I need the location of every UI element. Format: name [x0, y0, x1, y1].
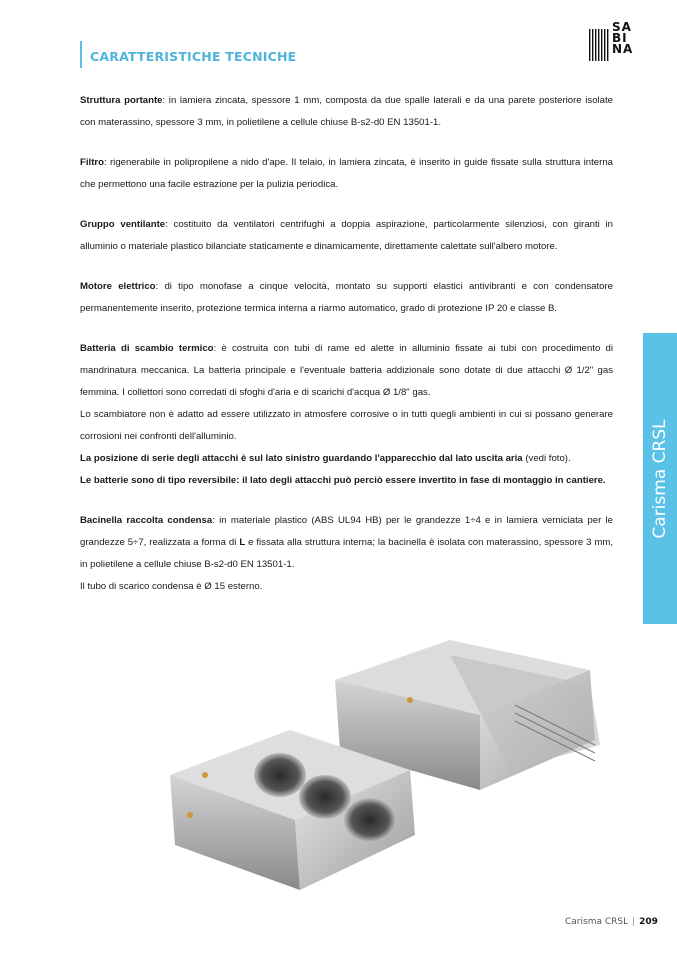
spec-filtro: Filtro: rigenerabile in polipropilene a nido d'ape. Il telaio, in lamiera zincata, è inserito in guide fissate sulla struttura interna che permettono una facile estrazione per la pulizia periodica. — [80, 157, 613, 190]
side-tab — [643, 333, 677, 624]
logo-wordmark: SA BI NA — [612, 20, 634, 56]
page-number: 209 — [639, 917, 658, 927]
section-title: CARATTERISTICHE TECNICHE — [90, 49, 297, 64]
header-accent-bar — [80, 41, 82, 68]
spec-motore: Motore elettrico: di tipo monofase a cinque velocità, montato su supporti elastici antivibranti e con condensatore permanentemente inserito, protezione termica interna a riarmo automatico, grado di protezione IP 20 e classe B. — [80, 281, 613, 314]
spec-bacinella: Bacinella raccolta condensa: in materiale plastico (ABS UL94 HB) per le grandezze 1÷4 e in lamiera verniciata per le grandezze 5÷7, realizzata a forma di L e fissata alla struttura interna; la bacinella è isolata con materassino, spessore 3 mm, in polietilene a cellule chiuse B-s2-d0 EN 13501-1. Il tubo di scarico condensa è Ø 15 esterno. — [80, 515, 613, 592]
spec-struttura: Struttura portante: in lamiera zincata, spessore 1 mm, composta da due spalle laterali e da una parete posteriore isolate con materassino, spessore 3 mm, in polietilene a cellule chiuse B-s2-d0 EN 13501-1. — [80, 95, 613, 128]
side-tab-label: Carisma CRSL — [650, 418, 670, 539]
technical-specs — [80, 90, 613, 616]
page-footer: Carisma CRSL | 209 — [565, 917, 658, 927]
spec-batteria: Batteria di scambio termico: è costruita con tubi di rame ed alette in alluminio fissate ai tubi con procedimento di mandrinatura meccanica. La batteria principale e l'eventuale batteria addizionale sono dotate di due attacchi Ø 1/2" gas femmina. I collettori sono corredati di sfoghi d'aria e di scarichi d'acqua Ø 1/8" gas. Lo scambiatore non è adatto ad essere utilizzato in atmosfere corrosive o in tutti quegli ambienti in cui si possano generare corrosioni nei confronti dell'alluminio. La posizione di serie degli attacchi è sul lato sinistro guardando l'apparecchio dal lato uscita aria (vedi foto). Le batterie sono di tipo reversibile: il lato degli attacchi può perciò essere invertito in fase di montaggio in cantiere. — [80, 343, 613, 486]
spec-gruppo-ventilante: Gruppo ventilante: costituito da ventilatori centrifughi a doppia aspirazione, particolarmente silenziosi, con giranti in alluminio o materiale plastico bilanciate staticamente e dinamicamente, direttamente calettate sull'albero motore. — [80, 219, 614, 252]
product-photo — [150, 625, 620, 900]
